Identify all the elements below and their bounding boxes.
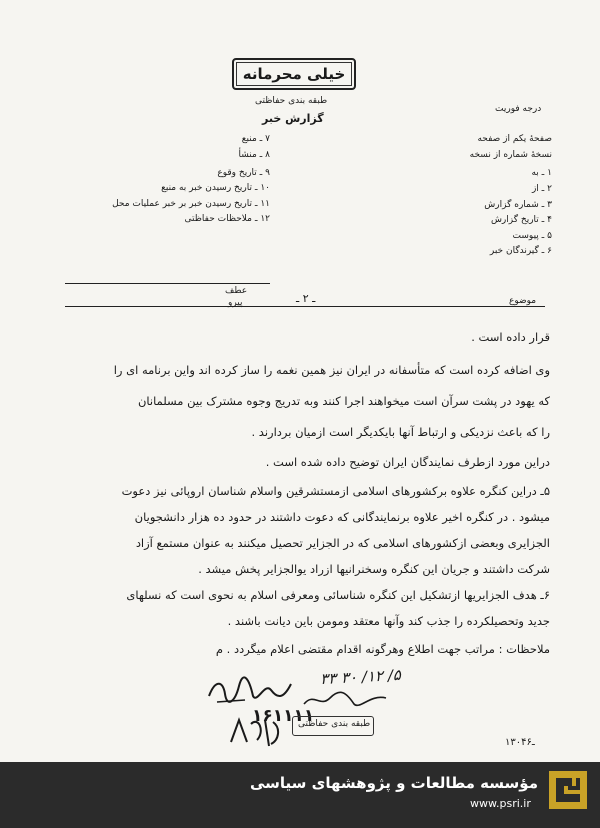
body-line-7: میشود . در کنگره اخیر علاوه برنمایندگانی که دعوت داشتند در حدود ده هزار دانشجویان	[134, 510, 550, 524]
body-line-3: که یهود در پشت سرآن است میخواهند اجرا کنند وبه تدریج وجوه مشترک بین مسلمانان	[137, 394, 550, 408]
institute-name: مؤسسه مطالعات و پژوهشهای سیاسی	[249, 774, 538, 792]
field-report-number: ۳ ـ شماره گزارش	[484, 200, 552, 210]
page-number: ـ ۲ ـ	[296, 292, 316, 305]
field-attachment: ۵ ـ پیوست	[512, 231, 552, 241]
classification-label: طبقه بندی حفاظتی	[255, 96, 328, 106]
form-code: ۱۳۰ـ۴۶	[505, 737, 535, 748]
institute-logo-icon	[548, 770, 588, 810]
field-source: ۷ ـ منبع	[241, 134, 270, 144]
footer-classification-label: طبقه بندی حفاظتی	[298, 719, 371, 729]
body-line-1: قرار داده است .	[471, 330, 550, 344]
signature-3	[225, 712, 285, 752]
signature-1	[205, 672, 295, 708]
body-line-4: را که باعث نزدیکی و ارتباط آنها بایکدیگر است ازمیان بردارند .	[251, 425, 550, 439]
handwritten-date: ۵/ ۱۲/ ۳۰ ۳۳	[319, 665, 402, 689]
ref-label-atf: عطف	[225, 286, 248, 296]
body-line-9: شرکت داشتند و جریان این کنگره وسخنرانیها ازراد یوالجزایر پخش میشد .	[198, 562, 550, 576]
field-origin: ۸ ـ منشأ	[238, 150, 270, 160]
subject-label: موضوع	[509, 296, 537, 306]
body-line-6: ۵ـ دراین کنگره علاوه برکشورهای اسلامی ازمستشرقین واسلام شناسان اروپائی نیز دعوت	[121, 484, 550, 498]
urgency-label: درجه فوریت	[495, 104, 542, 114]
institute-url[interactable]: www.psri.ir	[470, 797, 531, 810]
field-recipients: ۶ ـ گیرندگان خبر	[489, 246, 552, 256]
body-line-10: ۶ـ هدف الجزایریها ازتشکیل این کنگره شناسائی ومعرفی اسلام به نحوی است که نسلهای	[126, 588, 550, 602]
body-line-8: الجزایری وبعضی ازکشورهای اسلامی که در الجزایر تحصیل میکنند به عنوان مستمع آزاد	[135, 536, 550, 550]
field-report-date: ۴ ـ تاریخ گزارش	[490, 215, 552, 225]
body-line-2: وی اضافه کرده است که متأسفانه در ایران نیز همین نغمه را ساز کرده اند واین برنامه ای را	[113, 363, 550, 377]
field-from: ۲ ـ از	[531, 184, 552, 194]
reference-number: ۱۶۱۱۱۱	[252, 706, 315, 726]
field-date-received-local: ۱۱ ـ تاریخ رسیدن خبر بر خبر عملیات محل	[112, 199, 270, 209]
form-title: گزارش خبر	[262, 112, 324, 125]
ref-label-peyro: پیرو	[228, 298, 243, 308]
copy-count-line: نسخهٔ شماره از نسخه	[469, 150, 552, 160]
body-line-5: دراین مورد ازطرف نمایندگان ایران توضیح داده شده است .	[265, 455, 550, 469]
institute-footer-bar	[0, 762, 600, 828]
field-date-received-source: ۱۰ ـ تاریخ رسیدن خبر به منبع	[161, 183, 270, 193]
field-occurrence-date: ۹ ـ تاریخ وقوع	[217, 168, 270, 178]
notes-line: ملاحظات : مراتب جهت اطلاع وهرگونه اقدام مقتضی اعلام میگردد . م	[215, 642, 550, 656]
page-count-line: صفحهٔ یکم از صفحه	[477, 134, 552, 144]
field-security-notes: ۱۲ ـ ملاحظات حفاظتی	[184, 214, 270, 224]
classified-stamp: خیلی محرمانه	[232, 58, 356, 90]
divider-subject	[65, 306, 545, 307]
divider-left-top	[65, 283, 270, 284]
body-line-11: جدید وتحصیلکرده را جذب کند وآنها معتقد ومومن باین دیانت باشند .	[227, 614, 550, 628]
field-to: ۱ ـ به	[531, 168, 552, 178]
